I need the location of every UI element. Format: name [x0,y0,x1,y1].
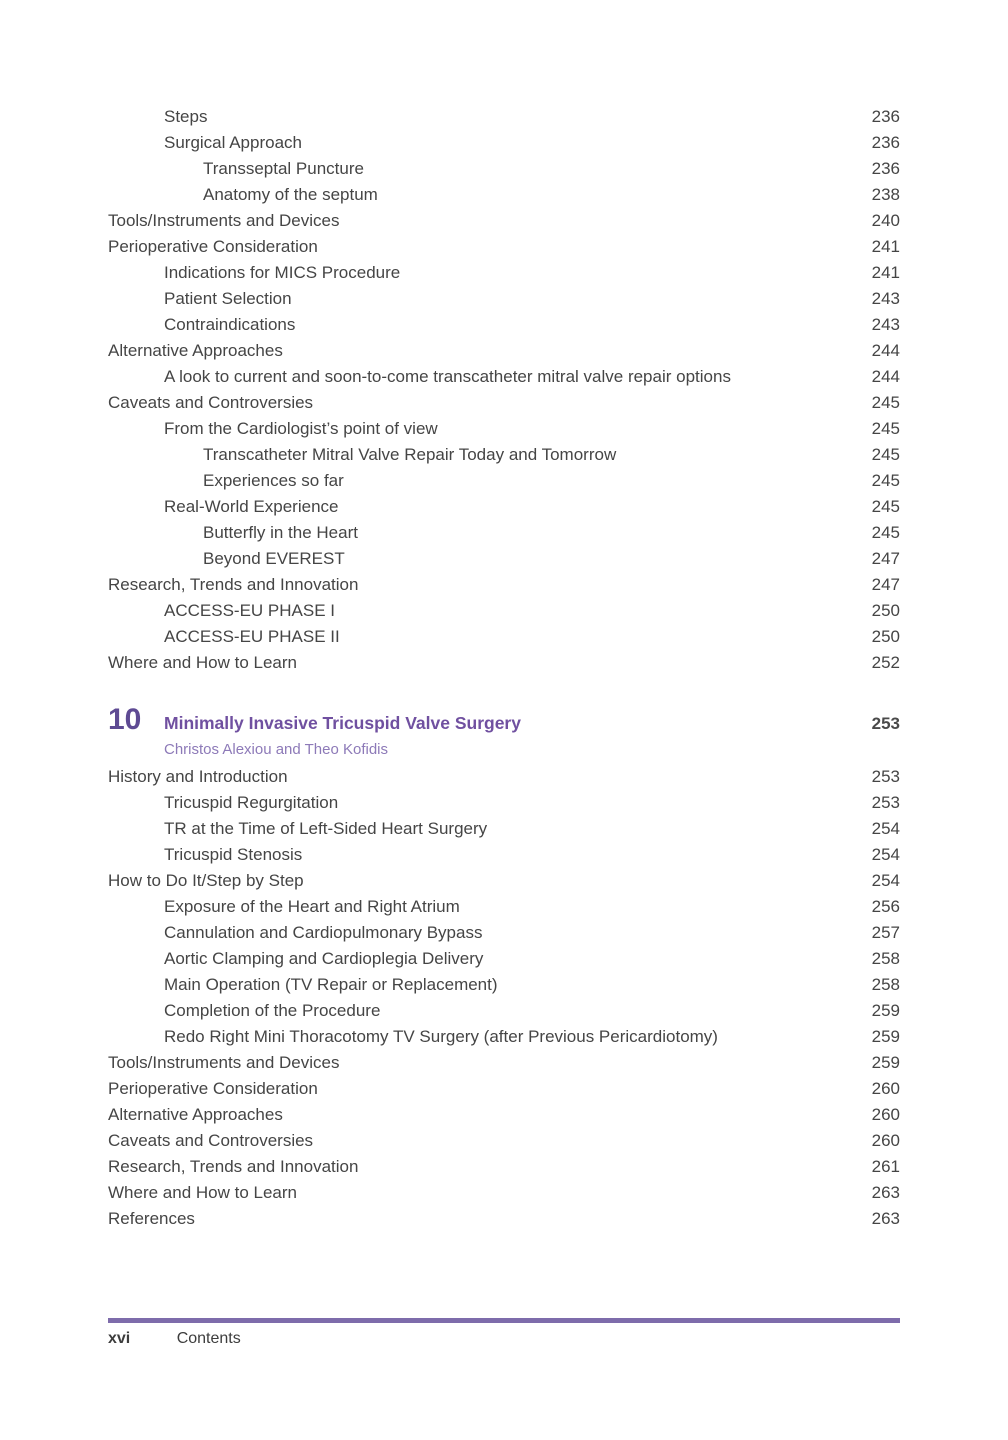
toc-entry-page-number: 252 [871,653,900,672]
page-footer [108,1330,241,1348]
toc-entry-page-number: 247 [871,549,900,568]
toc-entry-label: Tools/Instruments and Devices [108,1053,340,1072]
footer-page-number: xvi [108,1330,131,1347]
toc-entry-page-number: 243 [871,315,900,334]
toc-entry-page-number: 253 [871,793,900,812]
toc-entry-label: Perioperative Consideration [108,1079,318,1098]
toc-entry [108,946,900,972]
toc-entry-page-number: 259 [871,1027,900,1046]
toc-entry-label: Anatomy of the septum [203,185,378,204]
toc-entry-page-number: 258 [871,975,900,994]
chapter-10-block [108,703,900,762]
toc-entry [108,1180,900,1206]
toc-entry [108,234,900,260]
toc-entry-page-number: 253 [871,767,900,786]
toc-entry [108,598,900,624]
toc-entry-page-number: 245 [871,497,900,516]
toc-entry [108,1076,900,1102]
toc-entry [108,520,900,546]
toc-entry-page-number: 250 [871,601,900,620]
toc-entry-page-number: 263 [871,1183,900,1202]
toc-entry-label: Tools/Instruments and Devices [108,211,340,230]
toc-entry-page-number: 260 [871,1105,900,1124]
toc-entry-label: History and Introduction [108,767,288,786]
toc-entry-label: From the Cardiologist’s point of view [164,419,438,438]
toc-entry [108,894,900,920]
chapter-heading [108,703,900,738]
toc-entry-label: Exposure of the Heart and Right Atrium [164,897,460,916]
toc-entry-page-number: 254 [871,845,900,864]
toc-entry [108,130,900,156]
toc-entry-label: Caveats and Controversies [108,393,314,412]
toc-entry [108,998,900,1024]
toc-entry [108,390,900,416]
toc-entry-label: Aortic Clamping and Cardioplegia Delivery [164,949,484,968]
toc-entry-label: How to Do It/Step by Step [108,871,304,890]
toc-section-before-chapter [108,104,900,676]
toc-entry-label: Indications for MICS Procedure [164,263,401,282]
chapter-number: 10 [108,703,142,736]
toc-entry-label: Steps [164,107,208,126]
toc-entry-label: A look to current and soon-to-come transcatheter mitral valve repair options [164,367,731,386]
toc-entry-label: Patient Selection [164,289,292,308]
toc-entry [108,364,900,390]
toc-entry-label: Tricuspid Regurgitation [164,793,339,812]
toc-entry [108,1128,900,1154]
toc-entry [108,1024,900,1050]
toc-entry [108,260,900,286]
toc-entry [108,650,900,676]
toc-entry-label: Redo Right Mini Thoracotomy TV Surgery (after Previous Pericardiotomy) [164,1027,718,1046]
toc-entry-page-number: 247 [871,575,900,594]
toc-entry-page-number: 263 [871,1209,900,1228]
toc-entry-label: Contraindications [164,315,296,334]
toc-entry-label: Caveats and Controversies [108,1131,314,1150]
toc-entry-page-number: 254 [871,819,900,838]
toc-entry-label: Tricuspid Stenosis [164,845,303,864]
toc-entry-page-number: 261 [871,1157,900,1176]
toc-entry-page-number: 243 [871,289,900,308]
toc-entry-label: Where and How to Learn [108,653,297,672]
toc-entry-page-number: 254 [871,871,900,890]
toc-entry [108,572,900,598]
toc-entry-label: Where and How to Learn [108,1183,297,1202]
chapter-title: Minimally Invasive Tricuspid Valve Surgery [164,713,521,733]
toc-entry-page-number: 245 [871,445,900,464]
toc-entry-page-number: 244 [871,341,900,360]
toc-entry-page-number: 257 [871,923,900,942]
footer-rule [108,1318,900,1323]
toc-entry-page-number: 258 [871,949,900,968]
toc-entry-label: Research, Trends and Innovation [108,575,359,594]
toc-entry-label: Experiences so far [203,471,344,490]
toc-entry [108,920,900,946]
toc-entry-label: Perioperative Consideration [108,237,318,256]
toc-entry [108,208,900,234]
toc-entry-page-number: 245 [871,393,900,412]
toc-entry [108,868,900,894]
toc-section-after-chapter [108,764,900,1232]
toc-content [108,104,900,1232]
toc-entry-page-number: 241 [871,263,900,282]
toc-entry [108,338,900,364]
toc-entry-page-number: 236 [871,107,900,126]
toc-entry-label: TR at the Time of Left-Sided Heart Surgery [164,819,488,838]
toc-entry [108,1050,900,1076]
toc-entry-page-number: 245 [871,471,900,490]
toc-entry-page-number: 236 [871,133,900,152]
toc-entry [108,182,900,208]
toc-entry [108,468,900,494]
toc-entry [108,624,900,650]
toc-entry-label: Cannulation and Cardiopulmonary Bypass [164,923,483,942]
toc-entry-label: ACCESS-EU PHASE II [164,627,340,646]
toc-entry-label: Research, Trends and Innovation [108,1157,359,1176]
toc-entry [108,1102,900,1128]
toc-entry-page-number: 245 [871,419,900,438]
toc-entry-page-number: 238 [871,185,900,204]
toc-entry-page-number: 236 [871,159,900,178]
toc-entry-label: Transcatheter Mitral Valve Repair Today and Tomorrow [203,445,617,464]
toc-entry [108,790,900,816]
toc-entry [108,1154,900,1180]
toc-entry-page-number: 256 [871,897,900,916]
toc-entry [108,842,900,868]
toc-entry-label: ACCESS-EU PHASE I [164,601,335,620]
toc-entry [108,816,900,842]
toc-entry [108,764,900,790]
toc-entry-label: Surgical Approach [164,133,302,152]
toc-entry [108,156,900,182]
toc-entry-page-number: 260 [871,1079,900,1098]
toc-entry-page-number: 260 [871,1131,900,1150]
toc-entry-page-number: 241 [871,237,900,256]
toc-entry [108,312,900,338]
toc-entry [108,286,900,312]
toc-entry [108,972,900,998]
toc-entry-page-number: 244 [871,367,900,386]
toc-entry-page-number: 240 [871,211,900,230]
toc-entry-page-number: 245 [871,523,900,542]
toc-entry [108,416,900,442]
toc-entry-label: References [108,1209,195,1228]
toc-entry [108,104,900,130]
toc-entry-label: Transseptal Puncture [203,159,364,178]
chapter-page-number: 253 [871,714,900,733]
toc-entry-page-number: 259 [871,1053,900,1072]
toc-entry [108,1206,900,1232]
chapter-authors: Christos Alexiou and Theo Kofidis [164,741,389,758]
toc-entry-page-number: 250 [871,627,900,646]
footer-section-label: Contents [176,1330,241,1347]
toc-entry-label: Butterfly in the Heart [203,523,358,542]
toc-entry-label: Beyond EVEREST [203,549,345,568]
toc-entry [108,442,900,468]
toc-entry-label: Completion of the Procedure [164,1001,381,1020]
toc-entry-label: Real-World Experience [164,497,339,516]
toc-entry-label: Alternative Approaches [108,341,283,360]
toc-entry-label: Main Operation (TV Repair or Replacement) [164,975,498,994]
toc-entry-label: Alternative Approaches [108,1105,283,1124]
toc-entry [108,546,900,572]
toc-entry-page-number: 259 [871,1001,900,1020]
toc-entry [108,494,900,520]
